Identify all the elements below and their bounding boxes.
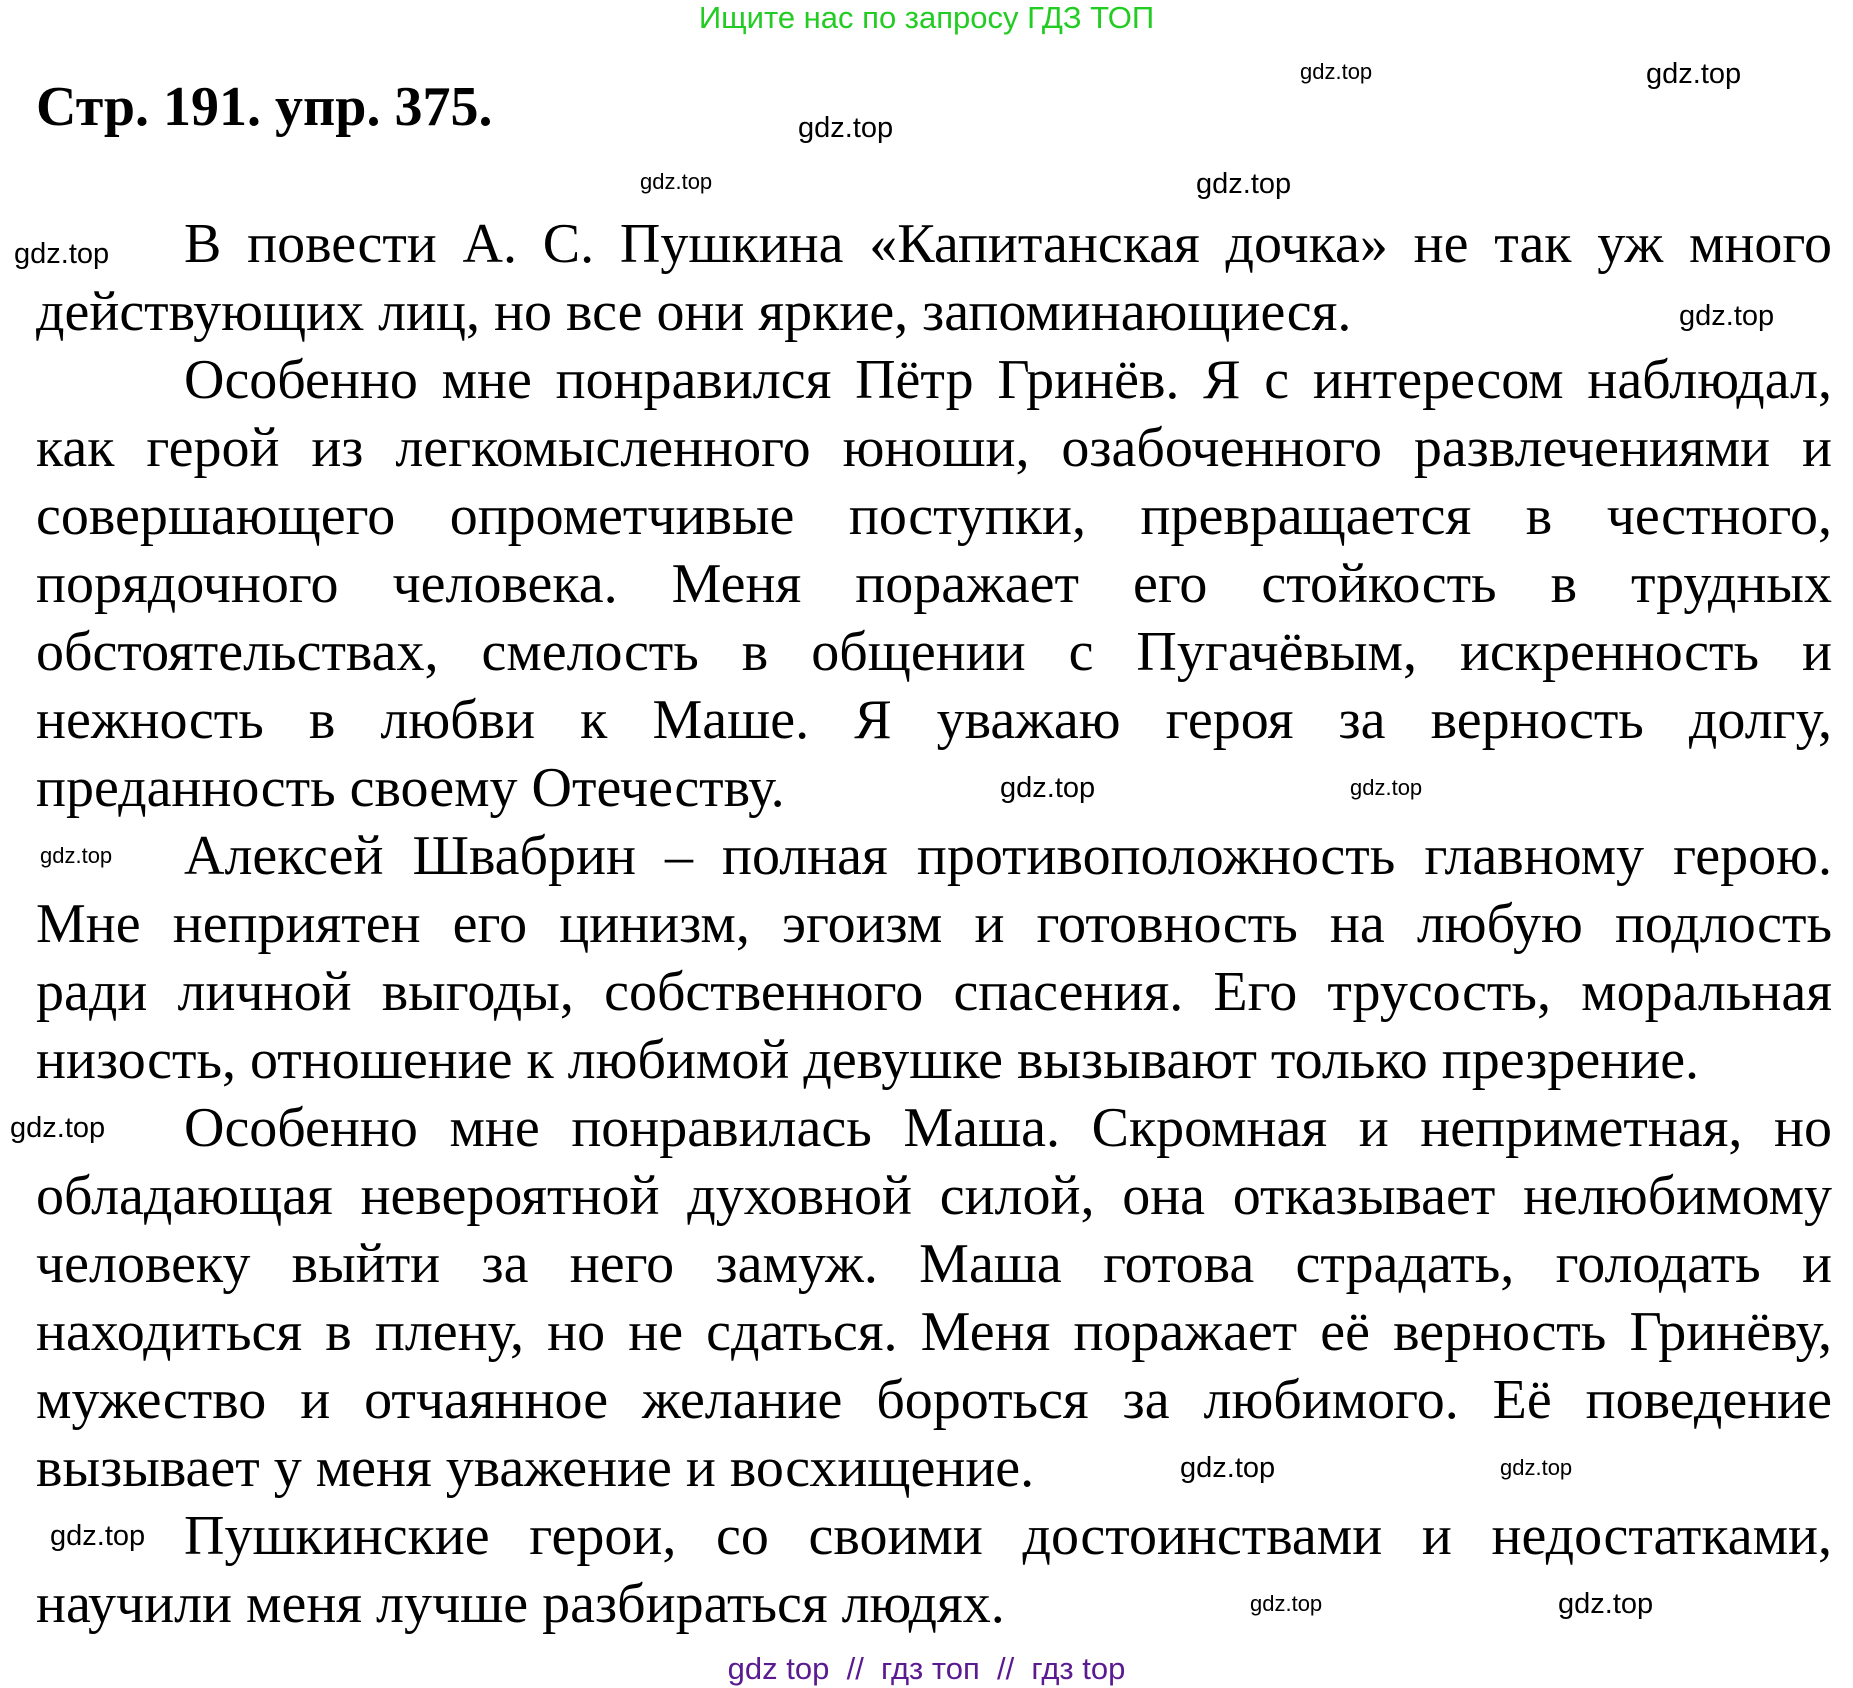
- text-line: низость, отношение к любимой девушке вызывают только презрение.: [36, 1029, 1700, 1091]
- page-title: Стр. 191. упр. 375.: [36, 76, 493, 138]
- search-banner[interactable]: Ищите нас по запросу ГДЗ ТОП: [698, 0, 1155, 35]
- watermark: gdz.top: [1350, 775, 1423, 800]
- text-line: преданность своему Отечеству.: [36, 757, 785, 819]
- watermark: gdz.top: [10, 1112, 106, 1144]
- text-line: научили меня лучше разбираться людях.: [36, 1573, 1005, 1635]
- watermark: gdz.top: [14, 238, 110, 270]
- text-line: совершающего опрометчивые поступки, превращается в честного,: [36, 485, 1832, 547]
- text-line: нежность в любви к Маше. Я уважаю героя за верность долгу,: [36, 689, 1832, 751]
- text-line: как герой из легкомысленного юноши, озабоченного развлечениями и: [36, 417, 1832, 479]
- text-line: Алексей Швабрин – полная противоположность главному герою.: [184, 825, 1832, 887]
- paragraph: [36, 822, 1832, 1094]
- text-line: Особенно мне понравился Пётр Гринёв. Я с интересом наблюдал,: [184, 349, 1832, 411]
- watermark: gdz.top: [1679, 300, 1775, 332]
- paragraph: [36, 346, 1832, 822]
- paragraph: [36, 1094, 1832, 1502]
- text-line: действующих лиц, но все они яркие, запоминающиеся.: [36, 281, 1352, 343]
- essay-text: [36, 210, 1832, 1638]
- watermark: gdz.top: [640, 169, 713, 194]
- watermark: gdz.top: [1000, 772, 1096, 804]
- watermark: gdz.top: [1558, 1588, 1654, 1620]
- text-line: В повести А. С. Пушкина «Капитанская дочка» не так уж много: [184, 213, 1832, 275]
- text-line: Особенно мне понравилась Маша. Скромная и неприметная, но: [184, 1097, 1832, 1159]
- footer-links[interactable]: gdz top // гдз топ // гдз top: [727, 1651, 1126, 1686]
- watermark: gdz.top: [1180, 1452, 1276, 1484]
- watermark: gdz.top: [50, 1520, 146, 1552]
- watermark: gdz.top: [1196, 168, 1292, 200]
- watermark: gdz.top: [798, 112, 894, 144]
- text-line: вызывает у меня уважение и восхищение.: [36, 1437, 1035, 1499]
- watermark: gdz.top: [1300, 59, 1373, 84]
- text-line: Мне неприятен его цинизм, эгоизм и готовность на любую подлость: [36, 893, 1832, 955]
- text-line: обладающая невероятной духовной силой, она отказывает нелюбимому: [36, 1165, 1832, 1227]
- watermark: gdz.top: [1500, 1455, 1573, 1480]
- watermark: gdz.top: [1250, 1591, 1323, 1616]
- text-line: мужество и отчаянное желание бороться за любимого. Её поведение: [36, 1369, 1832, 1431]
- text-line: порядочного человека. Меня поражает его стойкость в трудных: [36, 553, 1832, 615]
- text-line: ради личной выгоды, собственного спасения. Его трусость, моральная: [36, 961, 1832, 1023]
- text-line: находиться в плену, но не сдаться. Меня поражает её верность Гринёву,: [36, 1301, 1832, 1363]
- watermark: gdz.top: [40, 843, 113, 868]
- text-line: обстоятельствах, смелость в общении с Пугачёвым, искренность и: [36, 621, 1832, 683]
- paragraph: [36, 210, 1832, 346]
- watermark: gdz.top: [1646, 58, 1742, 90]
- text-line: человеку выйти за него замуж. Маша готова страдать, голодать и: [36, 1233, 1832, 1295]
- text-line: Пушкинские герои, со своими достоинствами и недостатками,: [184, 1505, 1832, 1567]
